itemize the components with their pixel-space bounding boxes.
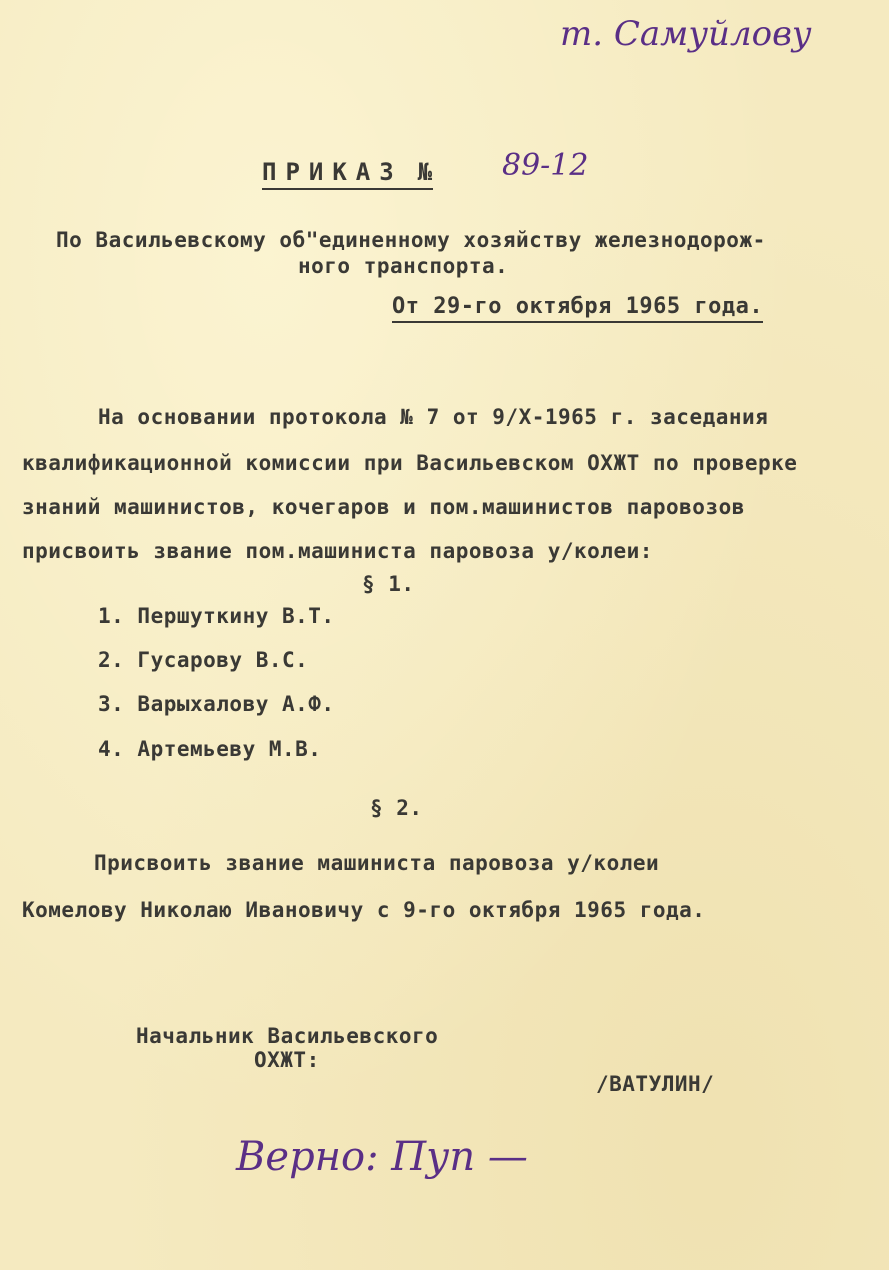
list-item: 1. Першуткину В.Т.: [98, 604, 335, 628]
list-item: 2. Гусарову В.С.: [98, 648, 309, 672]
basis-line-1: На основании протокола № 7 от 9/X-1965 г. заседания: [98, 405, 769, 429]
list-item: 4. Артемьеву М.В.: [98, 737, 322, 761]
order-date: От 29-го октября 1965 года.: [392, 294, 763, 323]
section-2-line-1: Присвоить звание машиниста паровоза у/колеи: [94, 851, 660, 875]
section-2-heading: § 2.: [370, 796, 423, 820]
signatory-name: /ВАТУЛИН/: [596, 1072, 715, 1096]
organization-line-1: По Васильевскому об"единенному хозяйству железнодорож-: [56, 228, 766, 252]
handwritten-note: Верно: Пуп —: [236, 1134, 528, 1180]
signatory-title-line-2: ОХЖТ:: [254, 1048, 320, 1072]
section-2-line-2: Комелову Николаю Ивановичу с 9-го октября 1965 года.: [22, 898, 706, 922]
basis-line-4: присвоить звание пом.машиниста паровоза у/колеи:: [22, 539, 653, 563]
signatory-title-line-1: Начальник Васильевского: [136, 1024, 439, 1048]
organization-line-2: ного транспорта.: [298, 254, 509, 278]
title-number-label: №: [417, 158, 433, 186]
list-item: 3. Варыхалову А.Ф.: [98, 692, 335, 716]
basis-line-3: знаний машинистов, кочегаров и пом.машинистов паровозов: [22, 495, 745, 519]
addressee-handwritten: т. Самуйлову: [560, 14, 812, 54]
basis-line-2: квалификационной комиссии при Васильевском ОХЖТ по проверке: [22, 451, 798, 475]
document-title: [262, 158, 433, 190]
title-word: ПРИКАЗ: [262, 158, 403, 186]
section-1-heading: § 1.: [362, 572, 415, 596]
order-number-handwritten: 89-12: [502, 148, 589, 183]
